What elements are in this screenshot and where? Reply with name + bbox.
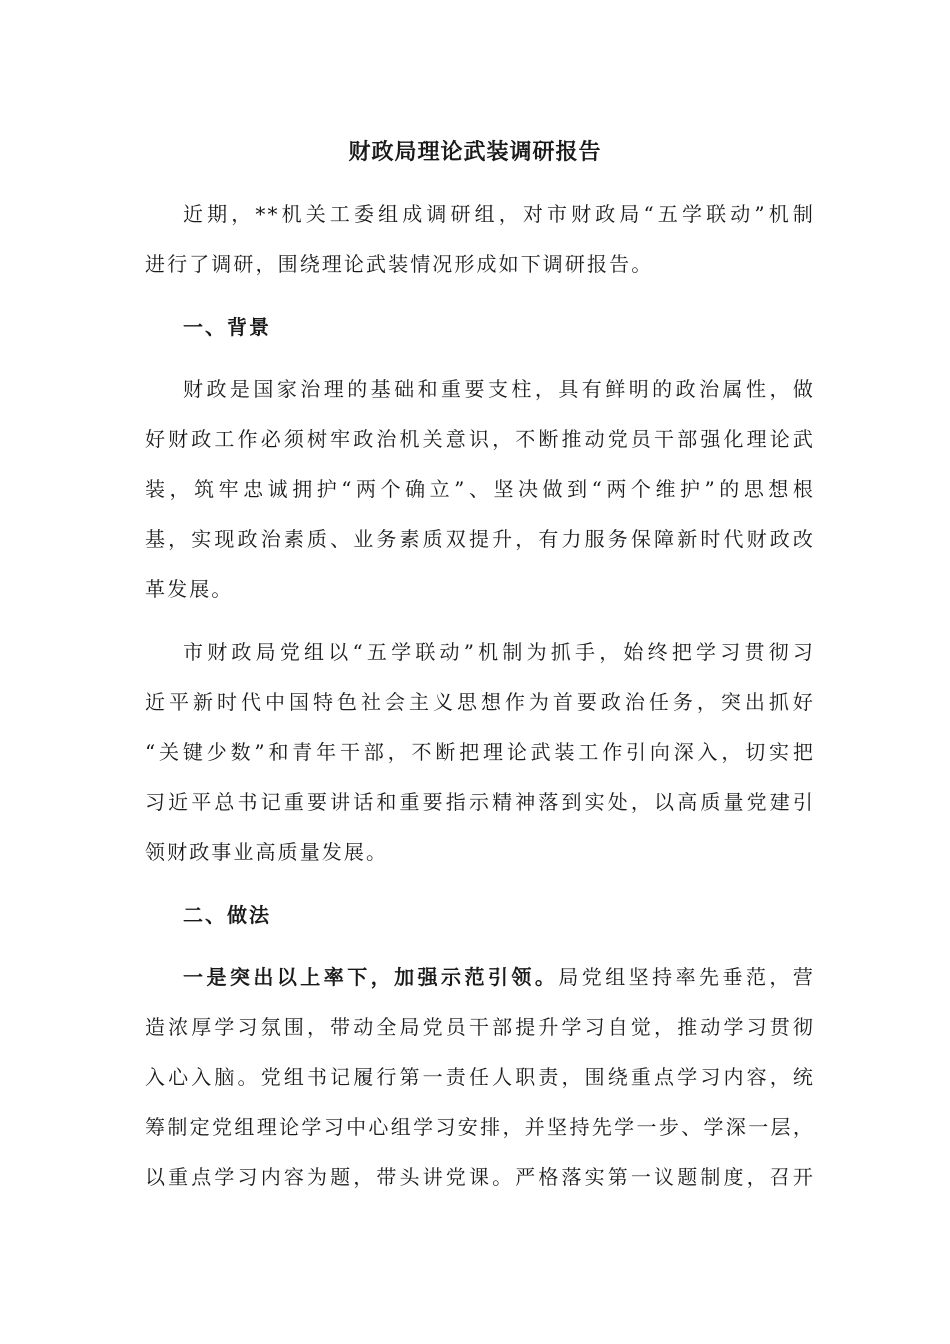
paragraph-line: 造浓厚学习氛围，带动全局党员干部提升学习自觉，推动学习贯彻	[145, 1015, 815, 1039]
section-heading-background: 一、背景	[183, 315, 271, 339]
intro-line-2: 进行了调研，围绕理论武装情况形成如下调研报告。	[145, 252, 654, 276]
paragraph-line: 基，实现政治素质、业务素质双提升，有力服务保障新时代财政改	[145, 527, 815, 551]
paragraph-line: “关键少数”和青年干部，不断把理论武装工作引向深入，切实把	[145, 740, 815, 764]
paragraph-line-first	[183, 959, 815, 995]
document-title: 财政局理论武装调研报告	[348, 139, 602, 165]
paragraph-line: 入心入脑。党组书记履行第一责任人职责，围绕重点学习内容，统	[145, 1065, 815, 1089]
paragraph-line: 领财政事业高质量发展。	[145, 840, 389, 864]
paragraph-line: 市财政局党组以“五学联动”机制为抓手，始终把学习贯彻习	[183, 640, 815, 664]
paragraph-line: 以重点学习内容为题，带头讲党课。严格落实第一议题制度，召开	[145, 1165, 815, 1189]
section-heading-approach: 二、做法	[183, 903, 271, 927]
paragraph-line: 习近平总书记重要讲话和重要指示精神落到实处，以高质量党建引	[145, 790, 815, 814]
paragraph-line: 革发展。	[145, 577, 234, 601]
paragraph-line: 好财政工作必须树牢政治机关意识，不断推动党员干部强化理论武	[145, 427, 815, 451]
lead-sentence-rest: 局党组坚持率先垂范，营	[558, 965, 815, 989]
intro-line-1: 近期，**机关工委组成调研组，对市财政局“五学联动”机制	[183, 202, 815, 226]
paragraph-line: 装，筑牢忠诚拥护“两个确立”、坚决做到“两个维护”的思想根	[145, 477, 815, 501]
paragraph-line: 筹制定党组理论学习中心组学习安排，并坚持先学一步、学深一层，	[145, 1115, 815, 1139]
lead-sentence: 一是突出以上率下，加强示范引领。	[183, 965, 559, 989]
paragraph-line: 近平新时代中国特色社会主义思想作为首要政治任务，突出抓好	[145, 690, 815, 714]
paragraph-line: 财政是国家治理的基础和重要支柱，具有鲜明的政治属性，做	[183, 377, 815, 401]
